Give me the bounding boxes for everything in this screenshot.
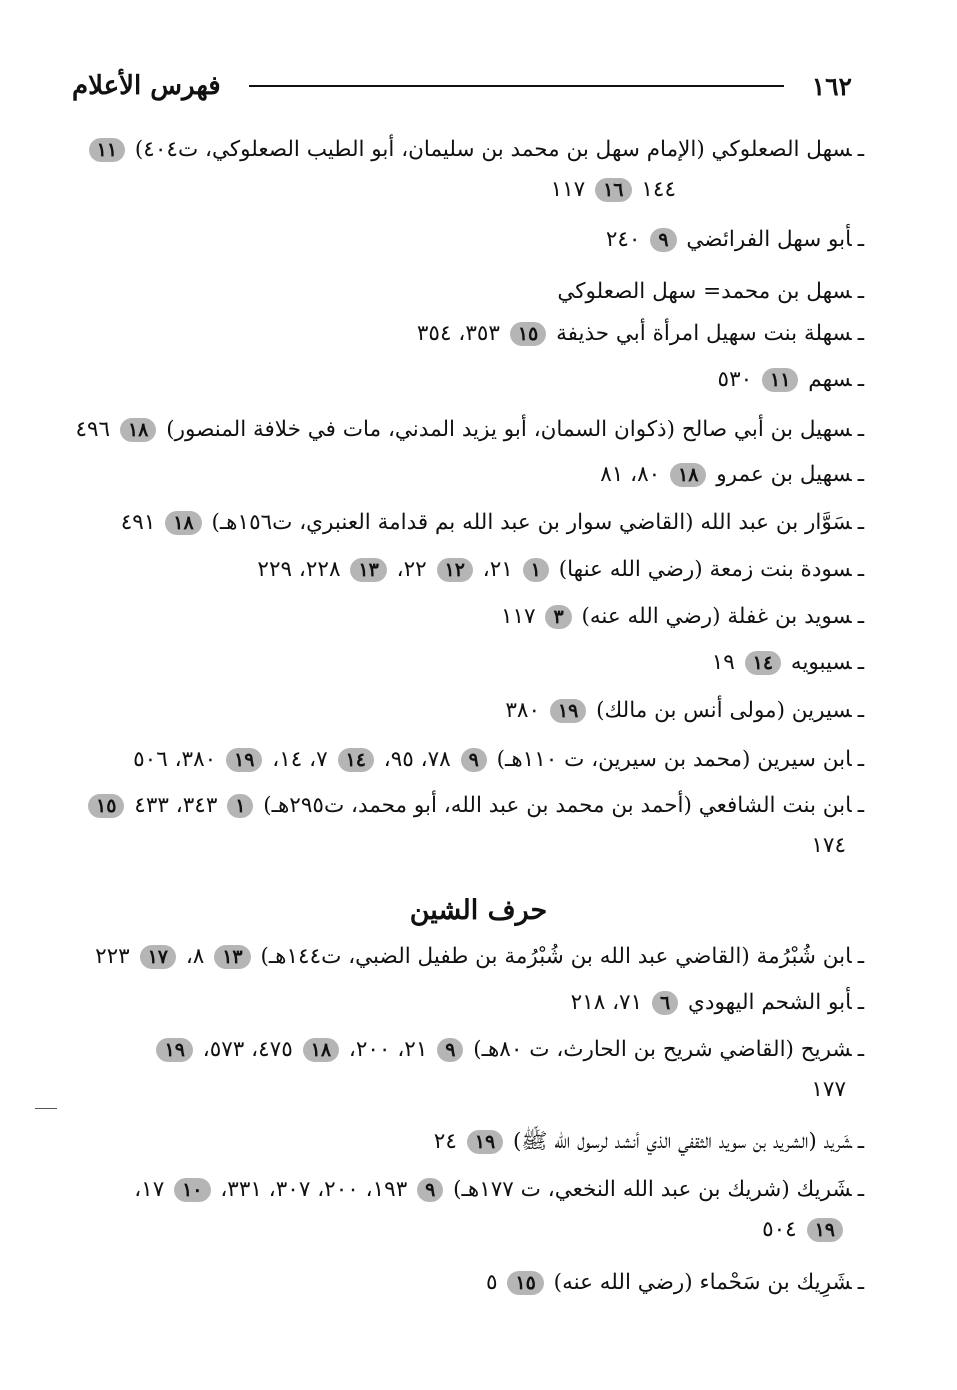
entry-line: شَريك (شريك بن عبد الله النخعي، ت ١٧٧هـ) ٩ ١٩٣، ٢٠٠، ٣٠٧، ٣٣١، ١٠ ١٧، [134, 1177, 852, 1202]
volume-badge: ٩ [650, 228, 676, 252]
index-entry: ـشَريك (شريك بن عبد الله النخعي، ت ١٧٧هـ) ٩ ١٩٣، ٢٠٠، ٣٠٧، ٣٣١، ١٠ ١٧، ١٩ ٥٠٤ [134, 1170, 864, 1250]
volume-badge: ١٢ [437, 558, 473, 582]
index-entry: ـشَرِيك بن سَحْماء (رضي الله عنه) ١٥ ٥ [486, 1270, 864, 1295]
index-entry: ـسهل الصعلوكي (الإمام سهل بن محمد بن سليمان، أبو الطيب الصعلوكي، ت٤٠٤) ١١ ١٤٤ ١٦ ١١٧ [86, 130, 864, 210]
entry-line: ١٧٧ [811, 1077, 846, 1102]
entry-line: شَرِيك بن سَحْماء (رضي الله عنه) ١٥ ٥ [486, 1270, 852, 1295]
volume-badge: ١٩ [807, 1218, 843, 1242]
entry-line: أبو الشحم اليهودي ٦ ٧١، ٢١٨ [570, 990, 852, 1015]
entry-line: سَوَّار بن عبد الله (القاضي سوار بن عبد الله بم قدامة العنبري، ت١٥٦هـ) ١٨ ٤٩١ [120, 510, 852, 535]
volume-badge: ٩ [461, 748, 487, 772]
header-rule [249, 85, 784, 87]
index-entry: ـابن بنت الشافعي (أحمد بن محمد بن عبد الله، أبو محمد، ت٢٩٥هـ) ١ ٣٤٣، ٤٣٣ ١٥ ١٧٤ [85, 786, 864, 866]
entry-line: ١٤٤ ١٦ ١١٧ [550, 177, 676, 202]
volume-badge: ١٨ [670, 463, 706, 487]
entry-line: شَريد (الشريد بن سويد الثقفي الذي أنشد لرسول الله ﷺ) ١٩ ٢٤ [433, 1129, 852, 1154]
index-entry: ـسهيل بن أبي صالح (ذكوان السمان، أبو يزيد المدني، مات في خلافة المنصور) ١٨ ٤٩٦ [75, 417, 864, 442]
entry-line: أبو سهل الفرائضي ٩ ٢٤٠ [605, 227, 852, 252]
header-title: فهرس الأعلام [72, 71, 221, 101]
index-entry: ـسويد بن غفلة (رضي الله عنه) ٣ ١١٧ [500, 604, 864, 629]
volume-badge: ١٠ [174, 1178, 210, 1202]
index-entry: ـابن شُبْرُمة (القاضي عبد الله بن شُبْرُمة بن طفيل الضبي، ت١٤٤هـ) ١٣ ٨، ١٧ ٢٢٣ [95, 944, 864, 969]
volume-badge: ١٣ [214, 945, 250, 969]
volume-badge: ٩ [437, 1038, 463, 1062]
entry-line: سهل الصعلوكي (الإمام سهل بن محمد بن سليمان، أبو الطيب الصعلوكي، ت٤٠٤) ١١ [86, 137, 852, 162]
volume-badge: ٣ [545, 605, 571, 629]
index-entry: ـشريح (القاضي شريح بن الحارث، ت ٨٠هـ) ٩ ٢١، ٢٠٠، ١٨ ٤٧٥، ٥٧٣، ١٩ ١٧٧ [153, 1030, 864, 1110]
entry-line: سهل بن محمد= سهل الصعلوكي [557, 279, 852, 304]
entry-line: سودة بنت زمعة (رضي الله عنها) ١ ٢١، ١٢ ٢٢، ١٣ ٢٢٨، ٢٢٩ [257, 557, 852, 582]
entry-line: سيرين (مولى أنس بن مالك) ١٩ ٣٨٠ [505, 698, 852, 723]
volume-badge: ٩ [417, 1178, 443, 1202]
volume-badge: ١ [523, 558, 549, 582]
entry-line: سهيل بن أبي صالح (ذكوان السمان، أبو يزيد المدني، مات في خلافة المنصور) ١٨ ٤٩٦ [75, 417, 852, 442]
index-entry: ـأبو الشحم اليهودي ٦ ٧١، ٢١٨ [570, 990, 864, 1015]
index-entry: ـسيرين (مولى أنس بن مالك) ١٩ ٣٨٠ [505, 698, 864, 723]
volume-badge: ١٣ [350, 558, 386, 582]
volume-badge: ١٨ [165, 511, 201, 535]
entry-line: سهم ١١ ٥٣٠ [717, 367, 852, 392]
section-title: حرف الشين [409, 895, 548, 926]
volume-badge: ١٩ [550, 699, 586, 723]
volume-badge: ٦ [652, 991, 678, 1015]
volume-badge: ١٨ [303, 1038, 339, 1062]
index-entry: ـأبو سهل الفرائضي ٩ ٢٤٠ [605, 227, 864, 252]
volume-badge: ١٥ [88, 794, 124, 818]
volume-badge: ١٥ [507, 1271, 543, 1295]
entry-line: ابن سيرين (محمد بن سيرين، ت ١١٠هـ) ٩ ٧٨، ٩٥، ١٤ ٧، ١٤، ١٩ ٣٨٠، ٥٠٦ [133, 747, 852, 772]
index-entry: ـسَوَّار بن عبد الله (القاضي سوار بن عبد الله بم قدامة العنبري، ت١٥٦هـ) ١٨ ٤٩١ [120, 510, 864, 535]
margin-mark [35, 1108, 57, 1109]
entry-line: سهيل بن عمرو ١٨ ٨٠، ٨١ [600, 462, 852, 487]
volume-badge: ١٩ [467, 1130, 503, 1154]
entry-line: ١٧٤ [811, 833, 846, 858]
volume-badge: ١ [227, 794, 253, 818]
index-entry: ـسيبويه ١٤ ١٩ [711, 650, 864, 675]
index-entry: ـسهلة بنت سهيل امرأة أبي حذيفة ١٥ ٣٥٣، ٣٥٤ [416, 321, 864, 346]
index-entry: ـابن سيرين (محمد بن سيرين، ت ١١٠هـ) ٩ ٧٨، ٩٥، ١٤ ٧، ١٤، ١٩ ٣٨٠، ٥٠٦ [133, 747, 864, 772]
index-entry: ـشَريد (الشريد بن سويد الثقفي الذي أنشد لرسول الله ﷺ) ١٩ ٢٤ [433, 1129, 864, 1154]
entry-line: سهلة بنت سهيل امرأة أبي حذيفة ١٥ ٣٥٣، ٣٥٤ [416, 321, 852, 346]
volume-badge: ١١ [762, 368, 798, 392]
index-entry: ـسهيل بن عمرو ١٨ ٨٠، ٨١ [600, 462, 864, 487]
page-header [72, 62, 852, 110]
page-number: ١٦٢ [811, 71, 852, 101]
volume-badge: ١٨ [120, 418, 156, 442]
volume-badge: ١١ [89, 138, 125, 162]
volume-badge: ١٩ [226, 748, 262, 772]
volume-badge: ١٥ [510, 322, 546, 346]
volume-badge: ١٧ [140, 945, 176, 969]
index-entry: ـسهل بن محمد= سهل الصعلوكي [557, 279, 864, 304]
index-entry: ـسودة بنت زمعة (رضي الله عنها) ١ ٢١، ١٢ ٢٢، ١٣ ٢٢٨، ٢٢٩ [257, 557, 864, 582]
index-entry: ـسهم ١١ ٥٣٠ [717, 367, 864, 392]
entry-line: سيبويه ١٤ ١٩ [711, 650, 852, 675]
entry-line: شريح (القاضي شريح بن الحارث، ت ٨٠هـ) ٩ ٢١، ٢٠٠، ١٨ ٤٧٥، ٥٧٣، ١٩ [153, 1037, 851, 1062]
entry-line: ابن شُبْرُمة (القاضي عبد الله بن شُبْرُمة بن طفيل الضبي، ت١٤٤هـ) ١٣ ٨، ١٧ ٢٢٣ [95, 944, 852, 969]
volume-badge: ١٩ [156, 1038, 192, 1062]
volume-badge: ١٦ [595, 178, 631, 202]
entry-line: ١٩ ٥٠٤ [134, 1210, 846, 1250]
volume-badge: ١٤ [338, 748, 374, 772]
entry-line: سويد بن غفلة (رضي الله عنه) ٣ ١١٧ [500, 604, 852, 629]
entry-line: ابن بنت الشافعي (أحمد بن محمد بن عبد الله، أبو محمد، ت٢٩٥هـ) ١ ٣٤٣، ٤٣٣ ١٥ [85, 793, 852, 818]
volume-badge: ١٤ [745, 651, 781, 675]
